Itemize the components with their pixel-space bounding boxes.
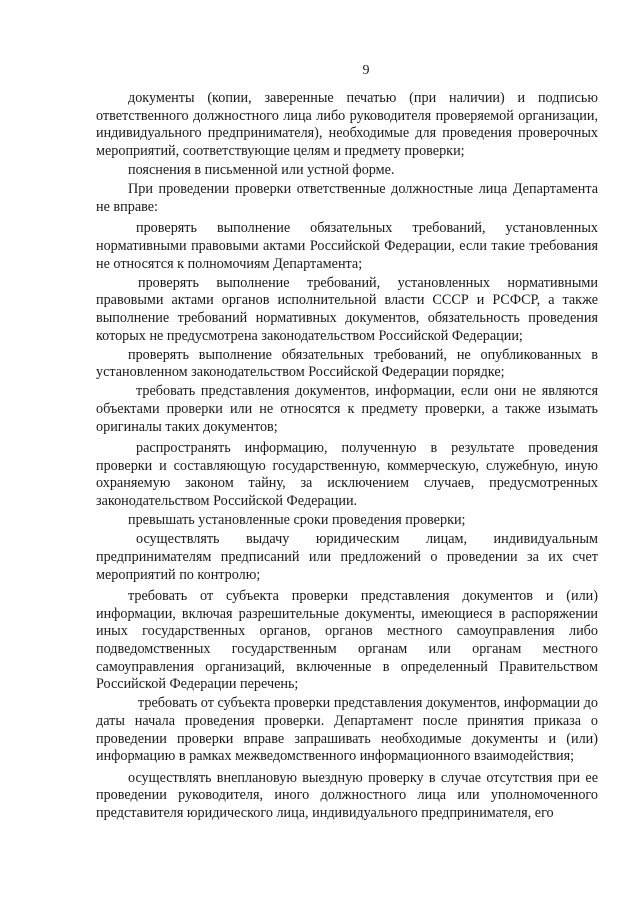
paragraph-prohibition-2: проверять выполнение требований, установленных нормативными правовыми актами органов исполнительной власти СССР и РСФСР, а также выполнение требований нормативных документов, обязательность проведения которых не предусмотрена законодательством Российской Федерации; (96, 274, 598, 344)
paragraph-prohibition-8: требовать от субъекта проверки представления документов и (или) информации, включая разрешительные документы, имеющиеся в распоряжении иных государственных органов, органов местного самоуправления либо подведомственных государственным органам или органам местного самоуправления организаций, включенные в определенный Правительством Российской Федерации перечень; (96, 588, 598, 693)
document-body (96, 90, 598, 824)
paragraph-prohibition-10: осуществлять внеплановую выездную проверку в случае отсутствия при ее проведении руководителя, иного должностного лица или уполномоченного представителя юридического лица, индивидуального предпринимателя, его (96, 769, 598, 821)
paragraph-prohibition-4: требовать представления документов, информации, если они не являются объектами проверки или не относятся к предмету проверки, а также изымать оригиналы таких документов; (96, 383, 598, 435)
paragraph-explanations: пояснения в письменной или устной форме. (128, 161, 395, 178)
paragraph-prohibition-6: превышать установленные сроки проведения проверки; (128, 512, 466, 529)
paragraph-documents: документы (копии, заверенные печатью (при наличии) и подписью ответственного должностного лица либо руководителя проверяемой организации, индивидуального предпринимателя), необходимые для проведения проверочных мероприятий, соответствующие целям и предмету проверки; (96, 90, 598, 159)
paragraph-prohibition-3: проверять выполнение обязательных требований, не опубликованных в установленном законодательством Российской Федерации порядке; (96, 346, 598, 381)
paragraph-prohibition-7: осуществлять выдачу юридическим лицам, индивидуальным предпринимателям предписаний или предложений о проведении за их счет мероприятий по контролю; (96, 531, 598, 583)
paragraph-prohibitions-intro: При проведении проверки ответственные должностные лица Департамента не вправе: (96, 181, 598, 215)
paragraph-prohibition-5: распространять информацию, полученную в результате проведения проверки и составляющую государственную, коммерческую, служебную, иную охраняемую законом тайну, за исключением случаев, предусмотренных законодательством Российской Федерации. (96, 440, 598, 510)
paragraph-prohibition-1: проверять выполнение обязательных требований, установленных нормативными правовыми актами Российской Федерации, если такие требования не относятся к полномочиям Департамента; (96, 220, 598, 272)
paragraph-prohibition-9: требовать от субъекта проверки представления документов, информации до даты начала проведения проверки. Департамент после принятия приказа о проведении проверки вправе запрашивать необходимые документы и (или) информацию в рамках межведомственного информационного взаимодействия; (96, 695, 598, 765)
page-number: 9 (362, 63, 370, 78)
